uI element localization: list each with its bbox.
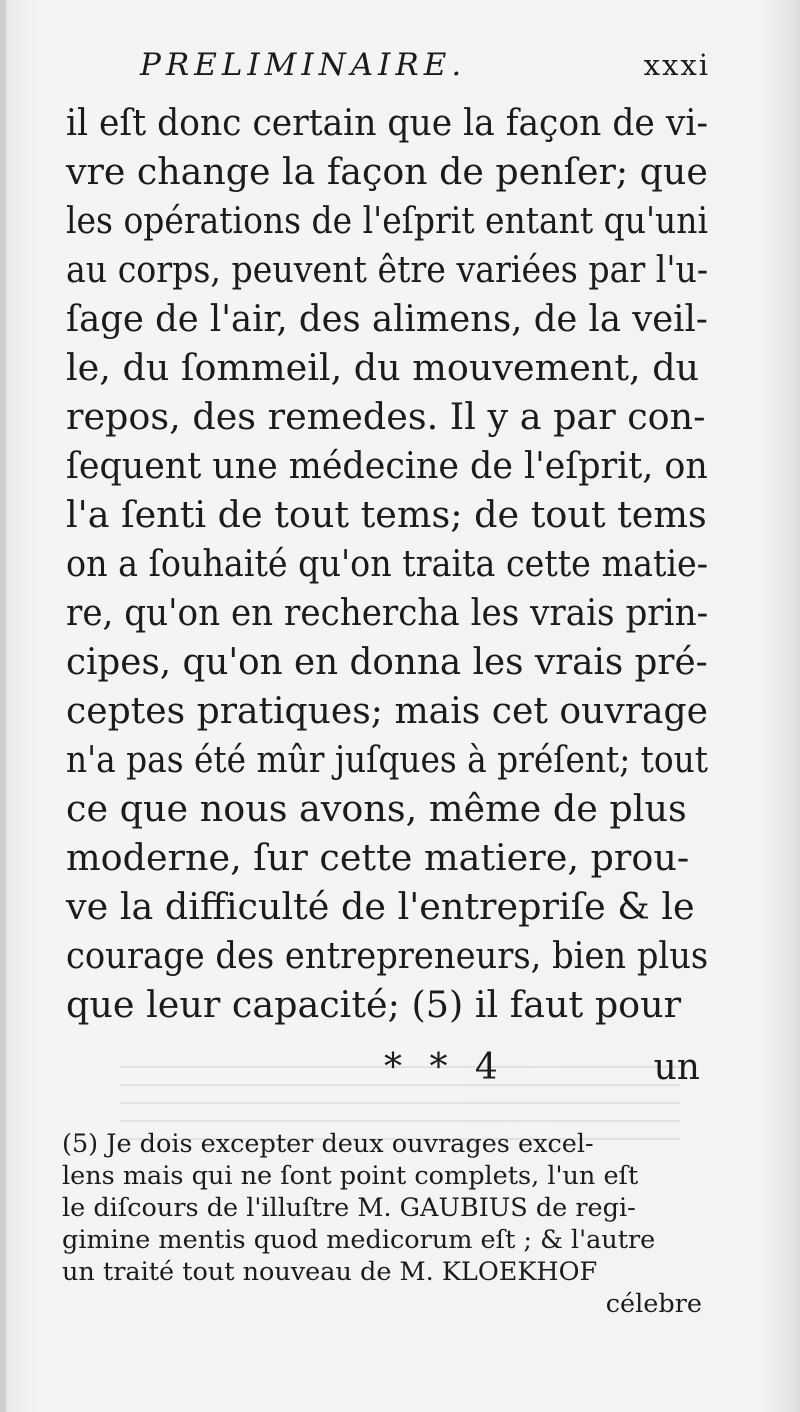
text-line: re, qu'on en rechercha les vrais prin- (66, 591, 709, 634)
running-title: PRELIMINAIRE. (140, 47, 467, 83)
footnote-line: (5) Je dois excepter deux ouvrages excel- (62, 1129, 594, 1159)
page-number: xxxi (643, 48, 710, 82)
text-line: ſage de l'air, des alimens, de la veil- (66, 297, 708, 340)
main-text-block (66, 98, 708, 1029)
page-header (140, 42, 710, 88)
footnote-catchword: célebre (605, 1289, 702, 1319)
text-line: n'a pas été mûr juſques à préſent; tout (66, 738, 708, 781)
text-line: au corps, peuvent être variées par l'u- (66, 248, 709, 291)
signature-mark: * * 4 (384, 1047, 506, 1088)
footnote-line: lens mais qui ne ſont point complets, l'un eſt (62, 1161, 639, 1191)
text-line: cipes, qu'on en donna les vrais pré- (66, 640, 708, 683)
text-line: les opérations de l'eſprit entant qu'uni (66, 199, 709, 242)
footnote-line: le diſcours de l'illuſtre M. GAUBIUS de regi- (62, 1193, 636, 1223)
text-line: repos, des remedes. Il y a par con- (66, 395, 706, 438)
text-line: il eſt donc certain que la façon de vi- (66, 101, 709, 144)
footnote (62, 1128, 702, 1320)
text-line: ceptes pratiques; mais cet ouvrage (66, 689, 708, 732)
text-line: l'a ſenti de tout tems; de tout tems (66, 493, 707, 536)
text-line: le, du ſommeil, du mouvement, du (66, 346, 700, 389)
footnote-line: gimine mentis quod medicorum eſt ; & l'autre (62, 1225, 656, 1255)
text-line: on a ſouhaité qu'on traita cette matie- (66, 542, 709, 585)
text-line: vre change la façon de penſer; que (66, 150, 708, 193)
text-line: que leur capacité; (5) il faut pour (66, 983, 682, 1026)
catchword: un (653, 1047, 700, 1088)
text-line: ve la difficulté de l'entrepriſe & le (66, 885, 695, 928)
text-line: ſequent une médecine de l'eſprit, on (66, 444, 708, 487)
page-edge-shadow (0, 0, 6, 1412)
text-line: moderne, ſur cette matiere, prou- (66, 836, 690, 879)
catch-line (66, 1041, 708, 1095)
text-line: ce que nous avons, même de plus (66, 787, 687, 830)
footnote-line: un traité tout nouveau de M. KLOEKHOF (62, 1257, 598, 1287)
text-line: courage des entrepreneurs, bien plus (66, 934, 709, 977)
